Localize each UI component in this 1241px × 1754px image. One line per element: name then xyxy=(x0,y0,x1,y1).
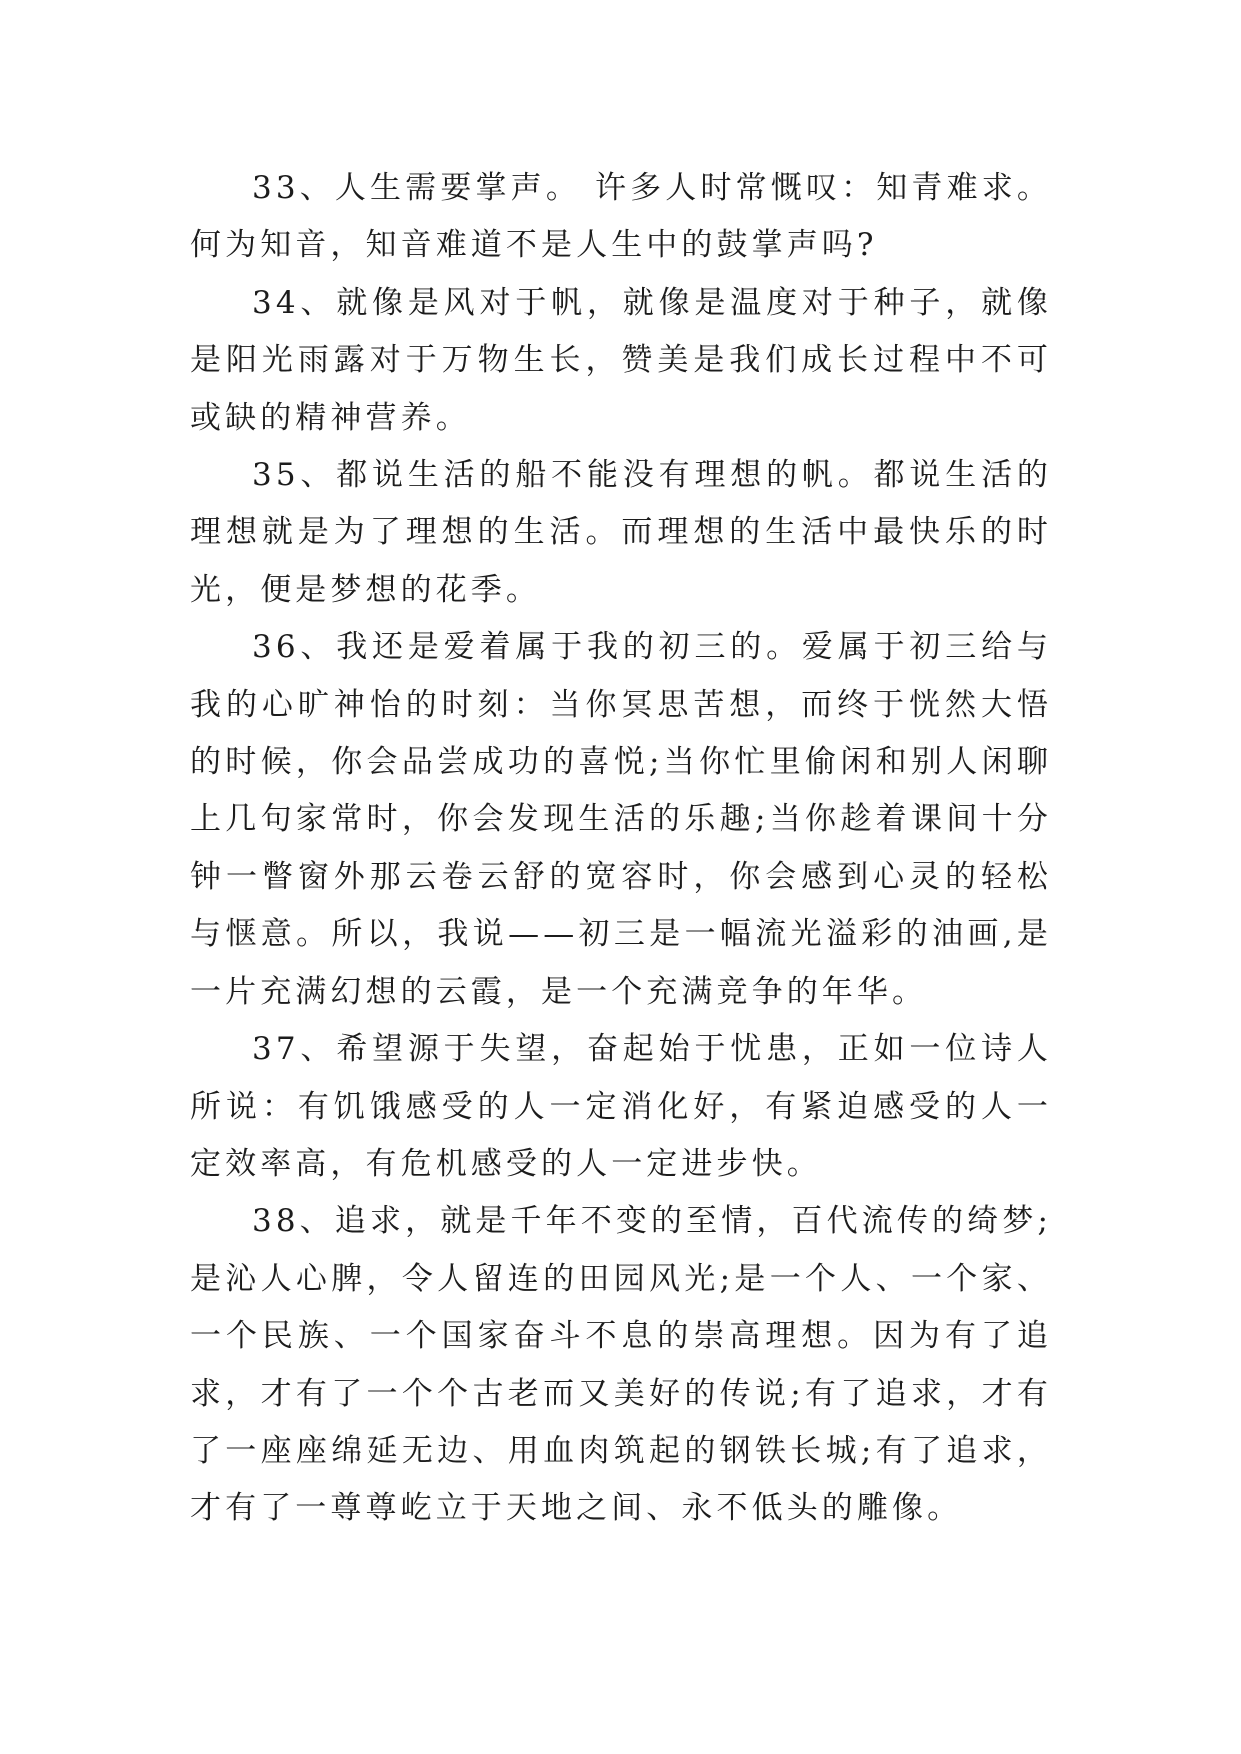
paragraph-36: 36、我还是爱着属于我的初三的。爱属于初三给与我的心旷神怡的时刻：当你冥思苦想，而终于恍然大悟的时候，你会品尝成功的喜悦;当你忙里偷闲和别人闲聊上几句家常时，你会发现生活的乐趣;当你趁着课间十分钟一瞥窗外那云卷云舒的宽容时，你会感到心灵的轻松与惬意。所以，我说——初三是一幅流光溢彩的油画,是一片充满幻想的云霞，是一个充满竞争的年华。 xyxy=(190,629,1052,1010)
paragraph-37: 37、希望源于失望，奋起始于忧患，正如一位诗人所说：有饥饿感受的人一定消化好，有紧迫感受的人一定效率高，有危机感受的人一定进步快。 xyxy=(190,1031,1052,1182)
paragraph-34: 34、就像是风对于帆，就像是温度对于种子，就像是阳光雨露对于万物生长，赞美是我们成长过程中不可或缺的精神营养。 xyxy=(190,284,1052,436)
paragraph-33: 33、人生需要掌声。 许多人时常慨叹：知青难求。何为知音，知音难道不是人生中的鼓掌声吗? xyxy=(190,170,1052,264)
paragraph-35: 35、都说生活的船不能没有理想的帆。都说生活的理想就是为了理想的生活。而理想的生活中最快乐的时光，便是梦想的花季。 xyxy=(190,457,1052,608)
paragraph-38: 38、追求，就是千年不变的至情，百代流传的绮梦;是沁人心脾，令人留连的田园风光;是一个人、一个家、一个民族、一个国家奋斗不息的崇高理想。因为有了追求，才有了一个个古老而又美好的传说;有了追求，才有了一座座绵延无边、用血肉筑起的钢铁长城;有了追求，才有了一尊尊屹立于天地之间、永不低头的雕像。 xyxy=(190,1203,1052,1527)
document-body xyxy=(190,160,1052,1538)
